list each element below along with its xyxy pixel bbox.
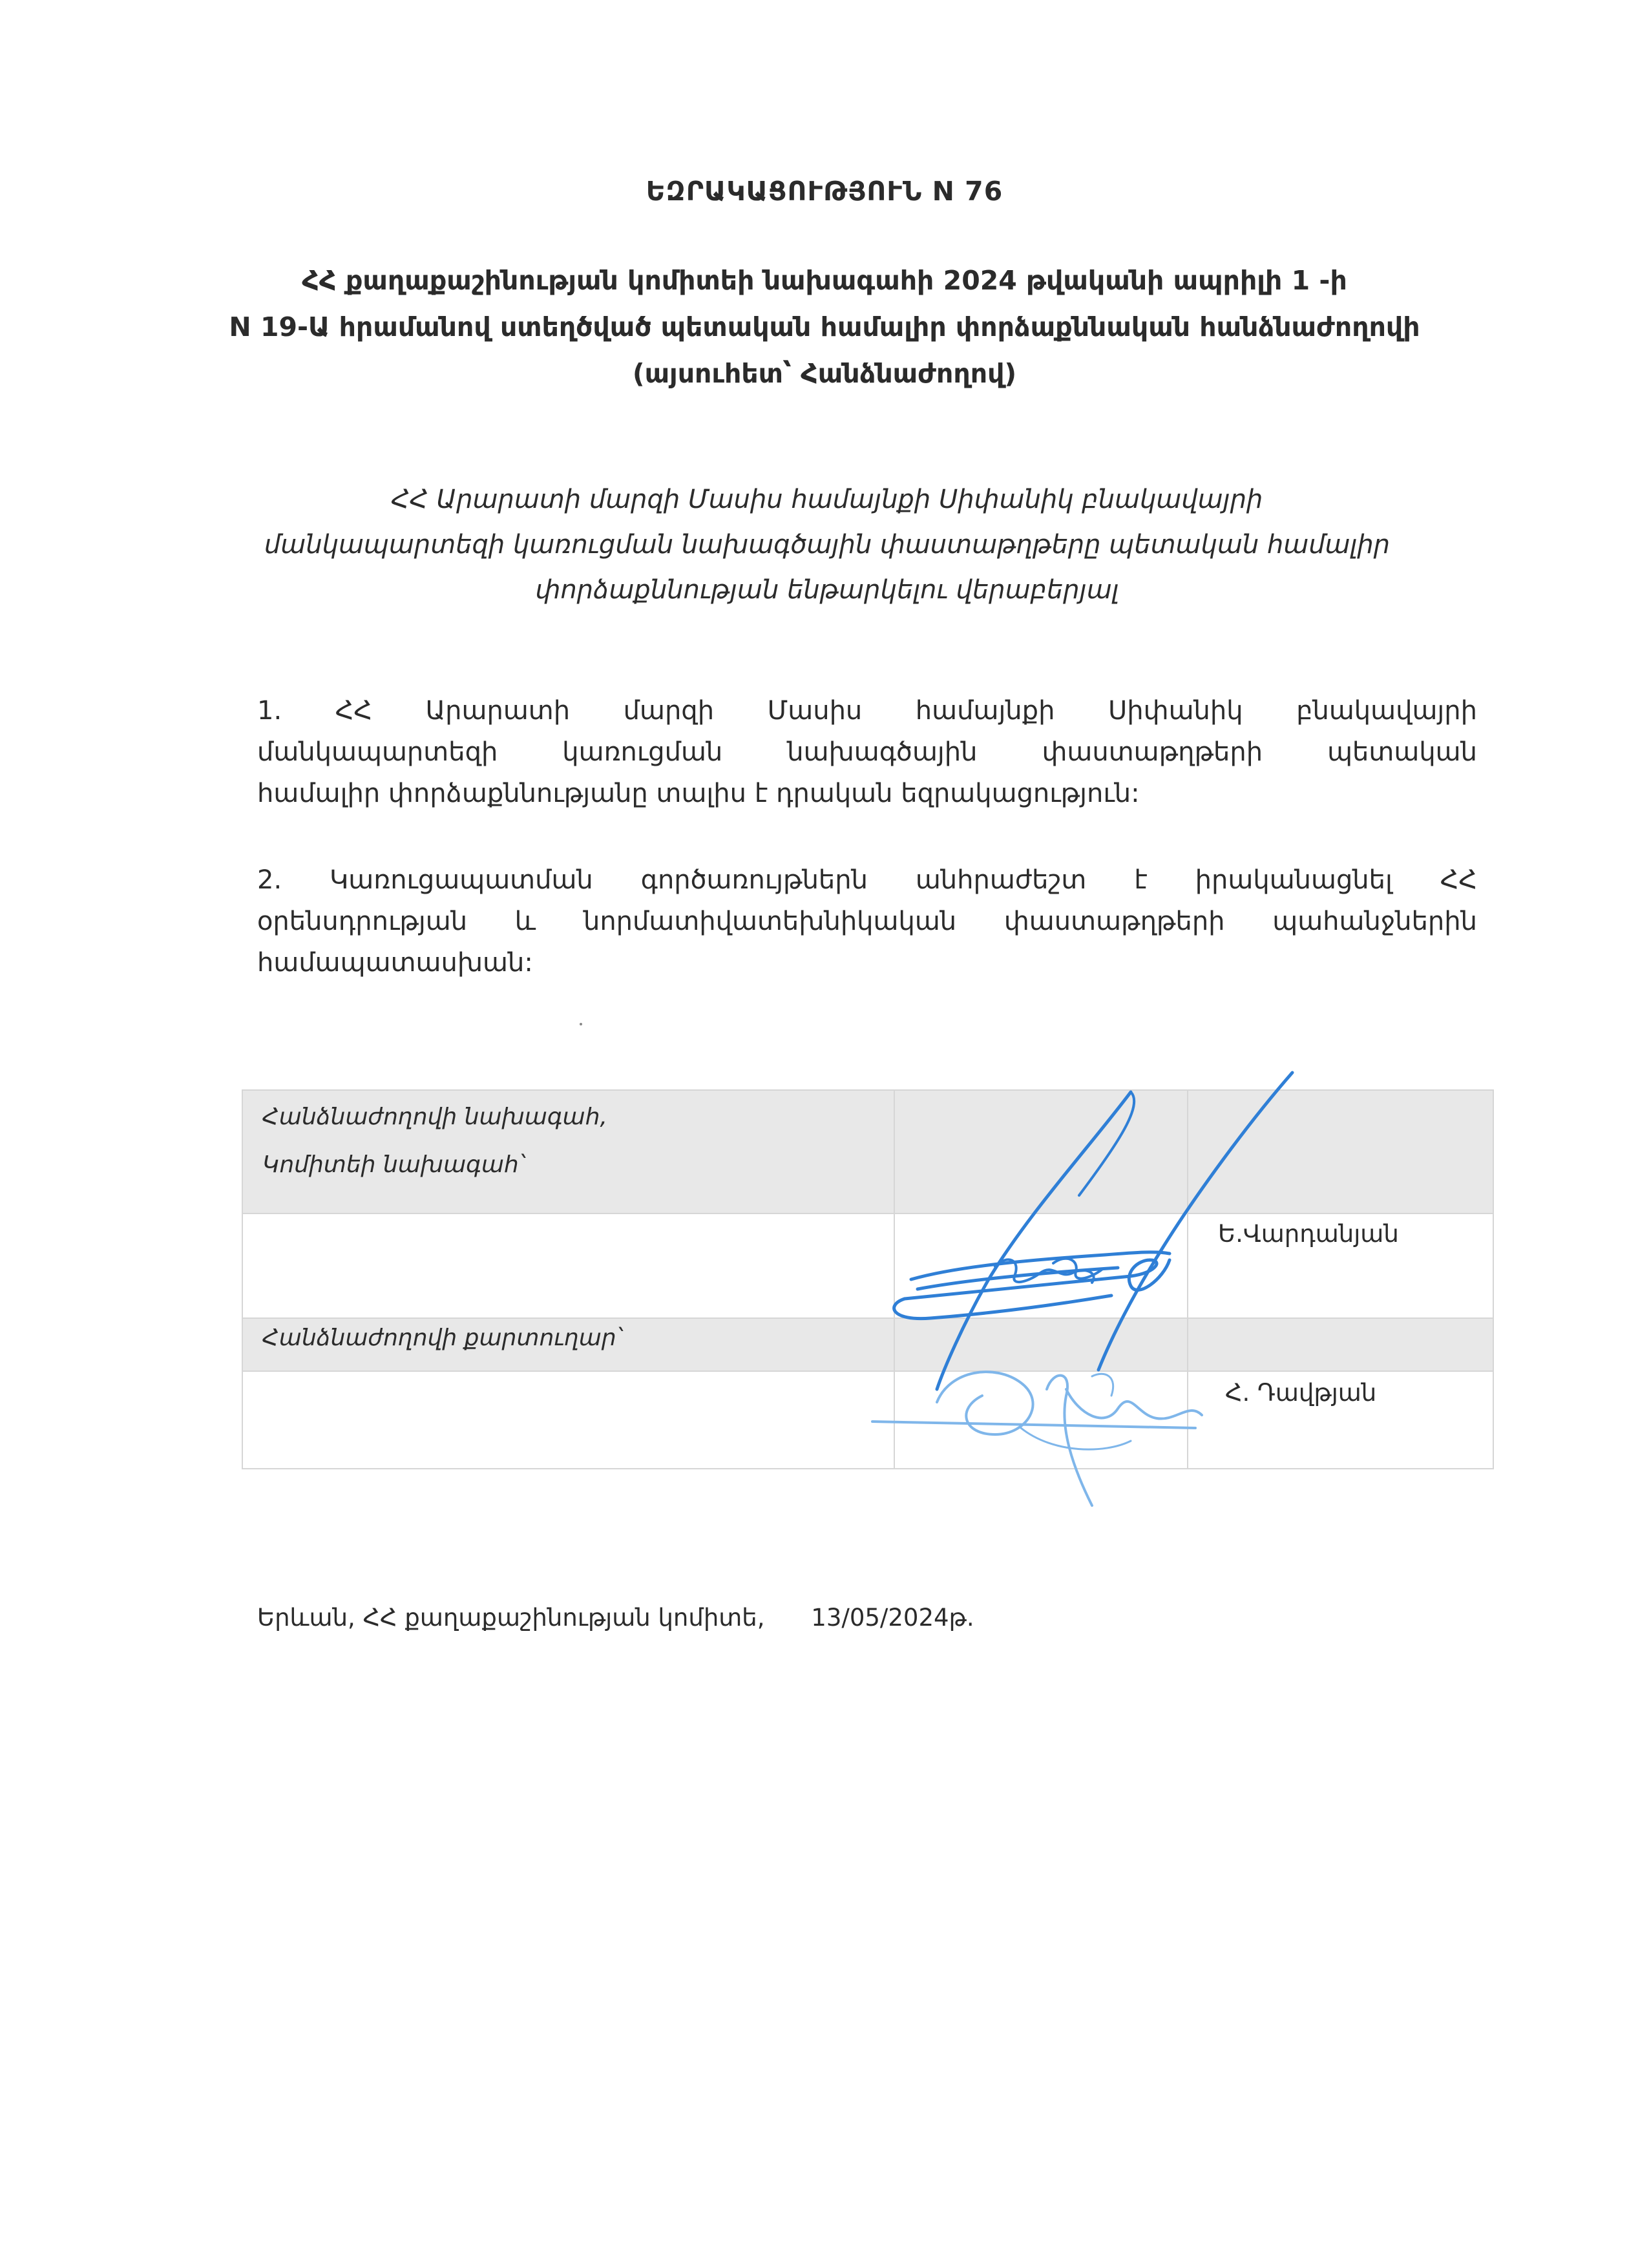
paragraph-line: օրենսդրության և նորմատիվատեխնիկական փաստաթղթերի պահանջներին (257, 907, 1477, 936)
footer-place: Երևան, ՀՀ քաղաքաշինության կոմիտե, (257, 1604, 765, 1632)
secretary-signature (872, 1372, 1202, 1506)
document-heading (162, 257, 1487, 397)
paragraph-line: համապատասխան: (257, 948, 533, 978)
paragraph-line: 2. Կառուցապատման գործառույթներն անհրաժեշտ է իրականացնել ՀՀ (257, 865, 1477, 895)
paragraph-line: մանկապարտեզի կառուցման նախագծային փաստաթղթերի պետական (257, 737, 1477, 767)
document-footer (257, 1604, 974, 1632)
heading-line: N 19-Ա հրամանով ստեղծված պետական համալիր փորձաքննական հանձնաժողովի (229, 311, 1420, 342)
handwritten-signatures (859, 1066, 1312, 1518)
secretary-label: Հանձնաժողովի քարտուղար՝ (262, 1325, 622, 1351)
chair-name: Ե.Վարդանյան (1218, 1220, 1399, 1248)
paragraph-1 (257, 690, 1477, 814)
document-subject (246, 477, 1409, 613)
paragraph-line: 1. ՀՀ Արարատի մարզի Մասիս համայնքի Սիփանիկ բնակավայրի (257, 696, 1477, 726)
subject-line: մանկապարտեզի կառուցման նախագծային փաստաթղթերը պետական համալիր (264, 530, 1391, 560)
subject-line: ՀՀ Արարատի մարզի Մասիս համայնքի Սիփանիկ բնակավայրի (391, 485, 1263, 514)
document-title: ԵԶՐԱԿԱՑՈՒԹՅՈՒՆ N 76 (646, 176, 1003, 207)
paragraph-line: համալիր փորձաքննությանը տալիս է դրական եզրակացություն: (257, 779, 1140, 808)
secretary-name: Հ. Դավթյան (1225, 1379, 1377, 1407)
chair-label-line2: Կոմիտեի նախագահ՝ (262, 1151, 525, 1178)
heading-line: ՀՀ քաղաքաշինության կոմիտեի նախագահի 2024 թվականի ապրիլի 1 -ի (302, 265, 1347, 296)
heading-line: (այսուհետ՝ Հանձնաժողով) (632, 358, 1017, 389)
paragraph-2 (257, 859, 1477, 983)
scan-speck (580, 1023, 582, 1025)
subject-line: փորձաքննության ենթարկելու վերաբերյալ (535, 575, 1119, 605)
chair-signature (894, 1073, 1292, 1389)
footer-date: 13/05/2024թ. (811, 1604, 974, 1632)
chair-label-line1: Հանձնաժողովի նախագահ, (262, 1104, 607, 1130)
